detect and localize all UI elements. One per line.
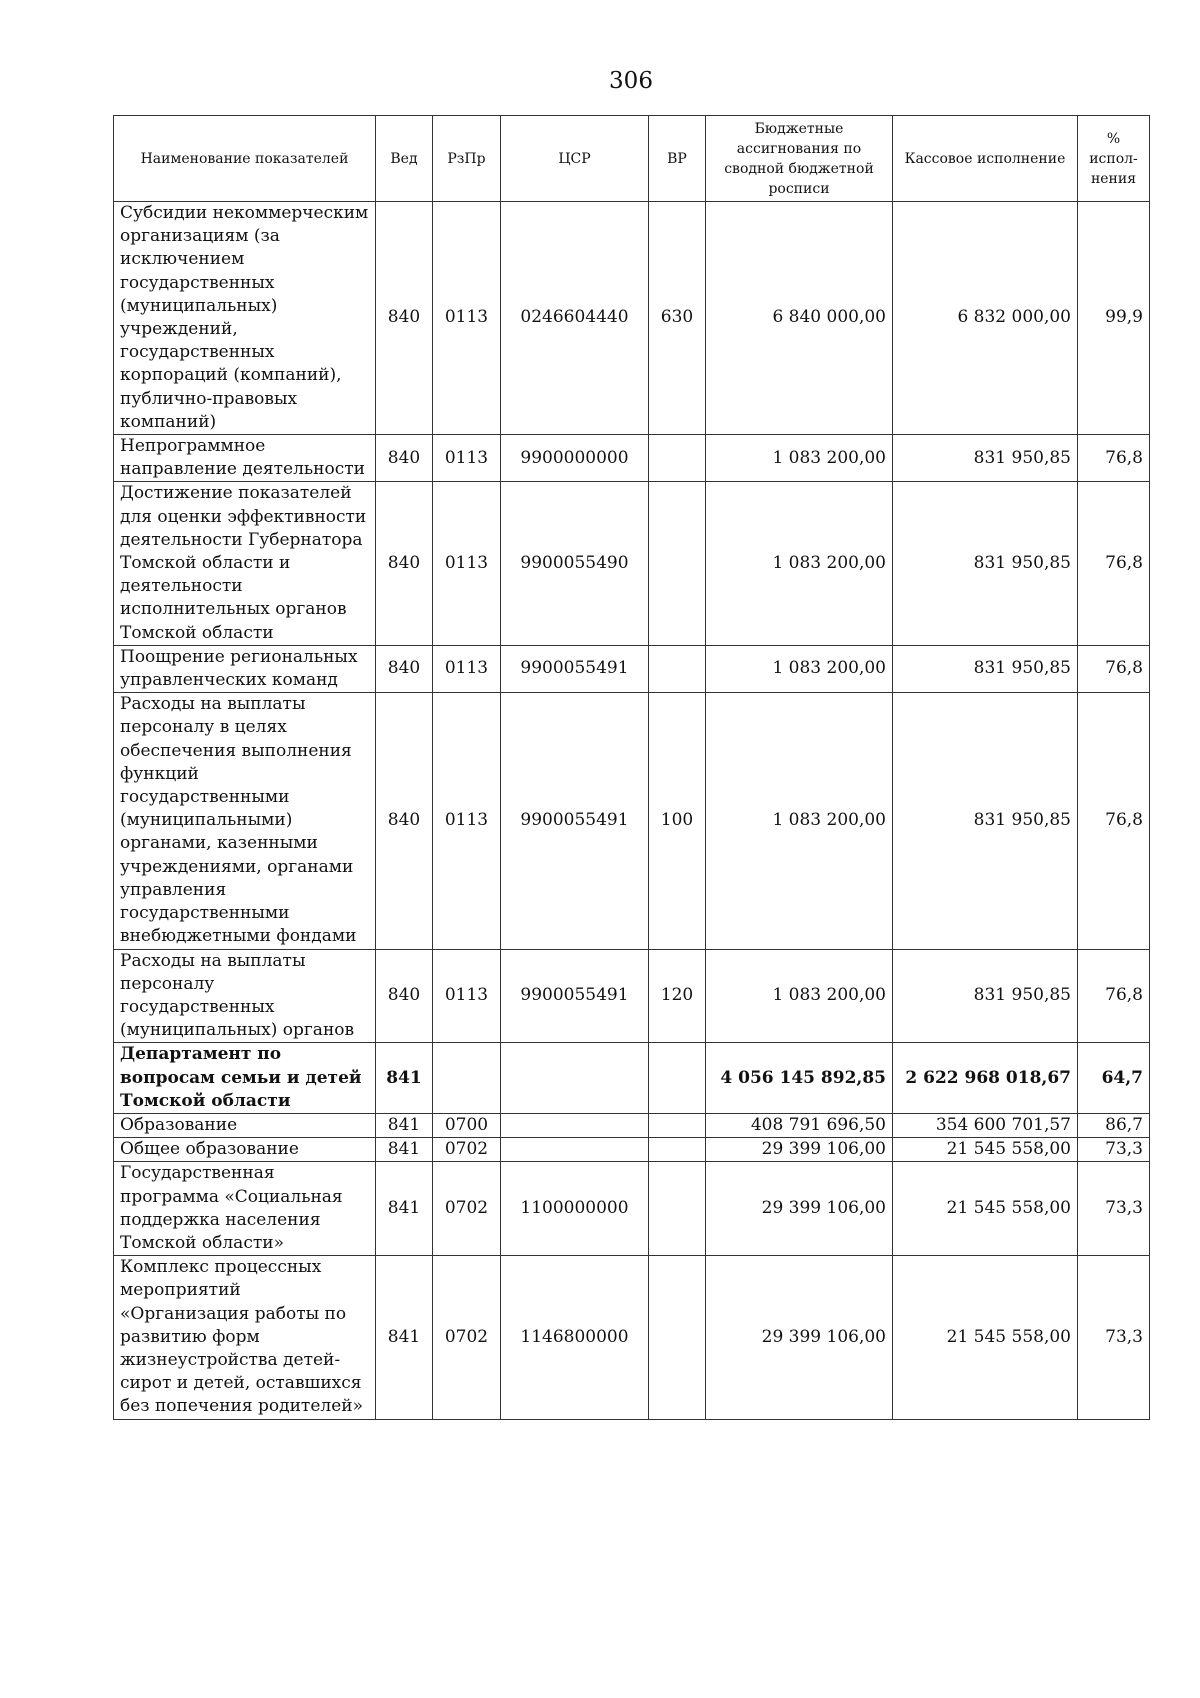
cell-csr bbox=[501, 1113, 649, 1137]
cell-percent: 86,7 bbox=[1078, 1113, 1150, 1137]
cell-cash: 6 832 000,00 bbox=[893, 202, 1078, 435]
cell-vr: 630 bbox=[649, 202, 706, 435]
cell-vr bbox=[649, 482, 706, 645]
cell-rzpr: 0113 bbox=[433, 693, 501, 949]
table-row-department bbox=[114, 1043, 1150, 1114]
cell-cash: 2 622 968 018,67 bbox=[893, 1043, 1078, 1114]
cell-percent: 73,3 bbox=[1078, 1138, 1150, 1162]
cell-budget: 1 083 200,00 bbox=[706, 482, 893, 645]
cell-budget: 29 399 106,00 bbox=[706, 1162, 893, 1256]
cell-vr: 100 bbox=[649, 693, 706, 949]
cell-cash: 831 950,85 bbox=[893, 482, 1078, 645]
col-header-percent: % испол-нения bbox=[1078, 116, 1150, 202]
cell-name: Департамент по вопросам семьи и детей Томской области bbox=[114, 1043, 376, 1114]
cell-percent: 76,8 bbox=[1078, 482, 1150, 645]
cell-name: Непрограммное направление деятельности bbox=[114, 435, 376, 482]
cell-cash: 831 950,85 bbox=[893, 645, 1078, 692]
cell-csr: 1146800000 bbox=[501, 1256, 649, 1419]
cell-percent: 64,7 bbox=[1078, 1043, 1150, 1114]
cell-rzpr bbox=[433, 1043, 501, 1114]
cell-name: Общее образование bbox=[114, 1138, 376, 1162]
cell-csr: 9900055491 bbox=[501, 693, 649, 949]
table-row bbox=[114, 1162, 1150, 1256]
cell-ved: 840 bbox=[376, 435, 433, 482]
cell-csr: 9900055490 bbox=[501, 482, 649, 645]
cell-ved: 840 bbox=[376, 645, 433, 692]
cell-ved: 840 bbox=[376, 949, 433, 1043]
table-row bbox=[114, 435, 1150, 482]
table-row bbox=[114, 1138, 1150, 1162]
table-row bbox=[114, 693, 1150, 949]
cell-csr bbox=[501, 1138, 649, 1162]
table-row bbox=[114, 482, 1150, 645]
cell-vr bbox=[649, 435, 706, 482]
budget-execution-table bbox=[113, 115, 1150, 1420]
cell-ved: 840 bbox=[376, 202, 433, 435]
cell-cash: 21 545 558,00 bbox=[893, 1256, 1078, 1419]
table-header-row bbox=[114, 116, 1150, 202]
cell-csr: 9900055491 bbox=[501, 949, 649, 1043]
cell-vr bbox=[649, 1138, 706, 1162]
cell-cash: 21 545 558,00 bbox=[893, 1138, 1078, 1162]
cell-budget: 1 083 200,00 bbox=[706, 693, 893, 949]
cell-rzpr: 0702 bbox=[433, 1162, 501, 1256]
cell-rzpr: 0702 bbox=[433, 1256, 501, 1419]
table-row bbox=[114, 645, 1150, 692]
table-row bbox=[114, 1113, 1150, 1137]
cell-budget: 6 840 000,00 bbox=[706, 202, 893, 435]
cell-cash: 831 950,85 bbox=[893, 693, 1078, 949]
cell-cash: 21 545 558,00 bbox=[893, 1162, 1078, 1256]
cell-csr: 9900000000 bbox=[501, 435, 649, 482]
cell-rzpr: 0113 bbox=[433, 949, 501, 1043]
cell-ved: 841 bbox=[376, 1138, 433, 1162]
cell-vr bbox=[649, 1256, 706, 1419]
cell-name: Государственная программа «Социальная поддержка населения Томской области» bbox=[114, 1162, 376, 1256]
cell-percent: 76,8 bbox=[1078, 645, 1150, 692]
col-header-rzpr: РзПр bbox=[433, 116, 501, 202]
cell-budget: 1 083 200,00 bbox=[706, 645, 893, 692]
cell-name: Расходы на выплаты персоналу в целях обеспечения выполнения функций государственными (муниципальными) органами, казенными учреждениями, органами управления государственными внебюджетными фондами bbox=[114, 693, 376, 949]
cell-rzpr: 0113 bbox=[433, 202, 501, 435]
cell-cash: 354 600 701,57 bbox=[893, 1113, 1078, 1137]
cell-percent: 73,3 bbox=[1078, 1256, 1150, 1419]
col-header-csr: ЦСР bbox=[501, 116, 649, 202]
cell-ved: 841 bbox=[376, 1256, 433, 1419]
cell-budget: 4 056 145 892,85 bbox=[706, 1043, 893, 1114]
cell-vr bbox=[649, 1162, 706, 1256]
cell-name: Комплекс процессных мероприятий «Организация работы по развитию форм жизнеустройства детей-сирот и детей, оставшихся без попечения родителей» bbox=[114, 1256, 376, 1419]
col-header-budget: Бюджетные ассигнования по сводной бюджетной росписи bbox=[706, 116, 893, 202]
cell-ved: 841 bbox=[376, 1043, 433, 1114]
cell-csr: 0246604440 bbox=[501, 202, 649, 435]
cell-cash: 831 950,85 bbox=[893, 435, 1078, 482]
table-row bbox=[114, 1256, 1150, 1419]
cell-vr: 120 bbox=[649, 949, 706, 1043]
col-header-name: Наименование показателей bbox=[114, 116, 376, 202]
cell-csr: 1100000000 bbox=[501, 1162, 649, 1256]
col-header-ved: Вед bbox=[376, 116, 433, 202]
cell-name: Достижение показателей для оценки эффективности деятельности Губернатора Томской области и деятельности исполнительных органов Томской области bbox=[114, 482, 376, 645]
cell-budget: 29 399 106,00 bbox=[706, 1138, 893, 1162]
cell-name: Образование bbox=[114, 1113, 376, 1137]
cell-budget: 408 791 696,50 bbox=[706, 1113, 893, 1137]
cell-percent: 76,8 bbox=[1078, 693, 1150, 949]
cell-ved: 840 bbox=[376, 482, 433, 645]
col-header-cash: Кассовое исполнение bbox=[893, 116, 1078, 202]
cell-percent: 99,9 bbox=[1078, 202, 1150, 435]
cell-rzpr: 0700 bbox=[433, 1113, 501, 1137]
cell-percent: 76,8 bbox=[1078, 435, 1150, 482]
cell-name: Субсидии некоммерческим организациям (за исключением государственных (муниципальных) учреждений, государственных корпораций (компаний), публично-правовых компаний) bbox=[114, 202, 376, 435]
table-row bbox=[114, 202, 1150, 435]
cell-percent: 73,3 bbox=[1078, 1162, 1150, 1256]
cell-vr bbox=[649, 1043, 706, 1114]
cell-budget: 1 083 200,00 bbox=[706, 949, 893, 1043]
cell-budget: 29 399 106,00 bbox=[706, 1256, 893, 1419]
cell-cash: 831 950,85 bbox=[893, 949, 1078, 1043]
cell-csr bbox=[501, 1043, 649, 1114]
cell-percent: 76,8 bbox=[1078, 949, 1150, 1043]
cell-csr: 9900055491 bbox=[501, 645, 649, 692]
cell-rzpr: 0702 bbox=[433, 1138, 501, 1162]
cell-ved: 840 bbox=[376, 693, 433, 949]
cell-rzpr: 0113 bbox=[433, 645, 501, 692]
cell-ved: 841 bbox=[376, 1113, 433, 1137]
cell-vr bbox=[649, 645, 706, 692]
table-row bbox=[114, 949, 1150, 1043]
cell-name: Поощрение региональных управленческих команд bbox=[114, 645, 376, 692]
cell-name: Расходы на выплаты персоналу государственных (муниципальных) органов bbox=[114, 949, 376, 1043]
col-header-vr: ВР bbox=[649, 116, 706, 202]
cell-vr bbox=[649, 1113, 706, 1137]
cell-rzpr: 0113 bbox=[433, 482, 501, 645]
cell-ved: 841 bbox=[376, 1162, 433, 1256]
cell-rzpr: 0113 bbox=[433, 435, 501, 482]
page-number: 306 bbox=[609, 68, 653, 94]
cell-budget: 1 083 200,00 bbox=[706, 435, 893, 482]
